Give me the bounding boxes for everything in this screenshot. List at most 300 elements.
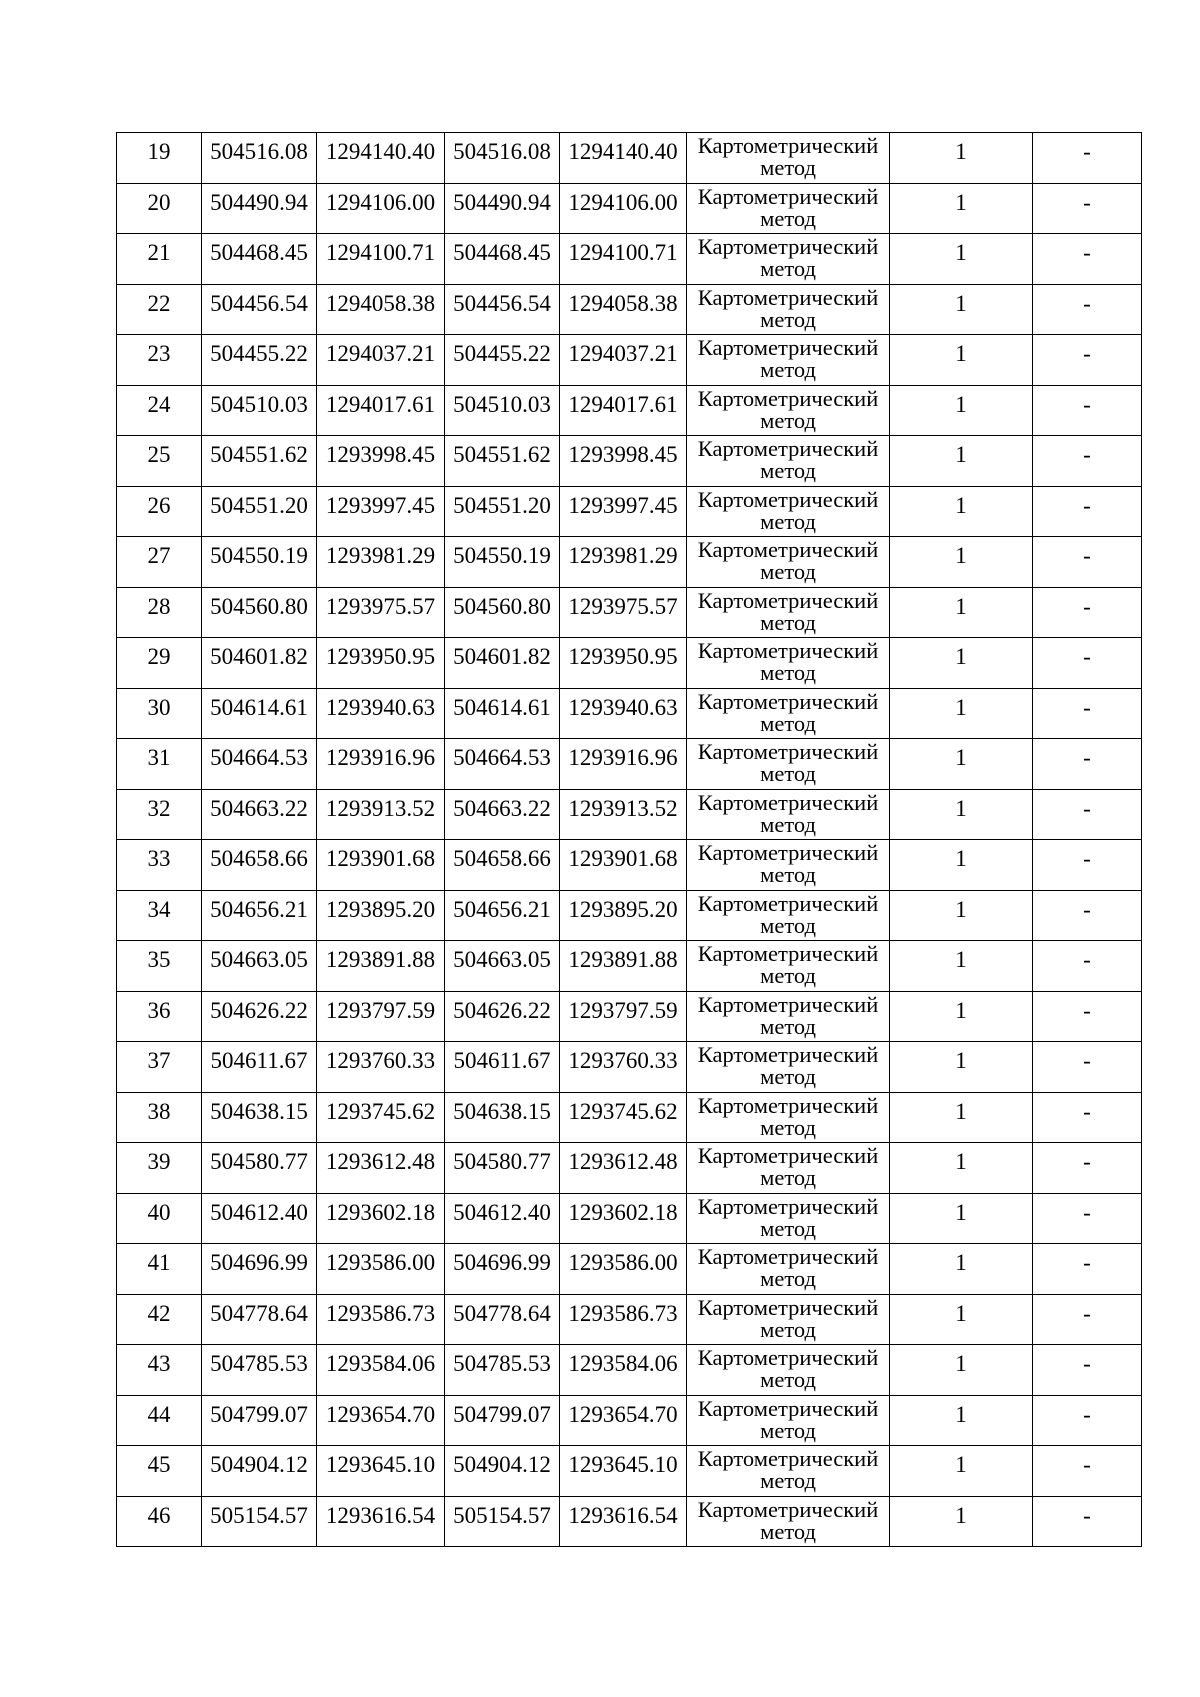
method-line-2: метод [760, 1417, 816, 1443]
y-refined-cell: 1293745.62 [560, 1092, 687, 1143]
point-number-cell: 42 [117, 1294, 202, 1345]
y-refined-cell: 1293586.73 [560, 1294, 687, 1345]
point-number-cell: 39 [117, 1143, 202, 1194]
x-existing-cell: 504516.08 [202, 133, 317, 184]
accuracy-cell: 1 [890, 1345, 1033, 1396]
method-cell [687, 1446, 890, 1497]
x-refined-cell: 504516.08 [445, 133, 560, 184]
method-cell [687, 1042, 890, 1093]
method-cell [687, 335, 890, 386]
method-line-2: метод [760, 407, 816, 433]
table-row [117, 133, 1142, 184]
method-line-2: метод [760, 256, 816, 281]
x-existing-cell: 504658.66 [202, 840, 317, 891]
description-cell: - [1033, 1143, 1142, 1194]
table-row [117, 1042, 1142, 1093]
y-refined-cell: 1293940.63 [560, 688, 687, 739]
method-line-2: метод [760, 1266, 816, 1291]
method-line-1: Картометрический [697, 385, 879, 411]
method-line-2: метод [760, 912, 816, 938]
method-line-1: Картометрический [697, 486, 879, 512]
x-existing-cell: 504580.77 [202, 1143, 317, 1194]
accuracy-cell: 1 [890, 436, 1033, 487]
method-cell [687, 789, 890, 840]
x-refined-cell: 504656.21 [445, 890, 560, 941]
table-row [117, 537, 1142, 588]
description-cell: - [1033, 941, 1142, 992]
point-number-cell: 32 [117, 789, 202, 840]
y-existing-cell: 1294058.38 [317, 284, 445, 335]
y-refined-cell: 1293997.45 [560, 486, 687, 537]
description-cell: - [1033, 1042, 1142, 1093]
method-cell [687, 739, 890, 790]
description-cell: - [1033, 1244, 1142, 1295]
method-line-1: Картометрический [697, 1193, 879, 1219]
y-refined-cell: 1294037.21 [560, 335, 687, 386]
method-line-1: Картометрический [697, 1042, 879, 1067]
point-number-cell: 34 [117, 890, 202, 941]
description-cell: - [1033, 1395, 1142, 1446]
method-cell [687, 587, 890, 638]
description-cell: - [1033, 537, 1142, 588]
y-refined-cell: 1293998.45 [560, 436, 687, 487]
description-cell: - [1033, 688, 1142, 739]
y-existing-cell: 1293895.20 [317, 890, 445, 941]
point-number-cell: 43 [117, 1345, 202, 1396]
y-existing-cell: 1293586.73 [317, 1294, 445, 1345]
x-existing-cell: 504778.64 [202, 1294, 317, 1345]
method-line-1: Картометрический [697, 183, 879, 209]
y-existing-cell: 1294140.40 [317, 133, 445, 184]
x-refined-cell: 504551.62 [445, 436, 560, 487]
x-refined-cell: 504778.64 [445, 1294, 560, 1345]
method-line-2: метод [760, 1518, 816, 1544]
table-row [117, 991, 1142, 1042]
y-refined-cell: 1293602.18 [560, 1193, 687, 1244]
description-cell: - [1033, 234, 1142, 285]
y-existing-cell: 1293602.18 [317, 1193, 445, 1244]
y-existing-cell: 1293584.06 [317, 1345, 445, 1396]
point-number-cell: 35 [117, 941, 202, 992]
description-cell: - [1033, 436, 1142, 487]
x-existing-cell: 504663.05 [202, 941, 317, 992]
y-refined-cell: 1293975.57 [560, 587, 687, 638]
method-line-2: метод [760, 1468, 816, 1493]
method-line-2: метод [760, 811, 816, 837]
y-refined-cell: 1293901.68 [560, 840, 687, 891]
method-line-2: метод [760, 508, 816, 534]
method-cell [687, 890, 890, 941]
y-existing-cell: 1293950.95 [317, 638, 445, 689]
method-cell [687, 1193, 890, 1244]
x-refined-cell: 504664.53 [445, 739, 560, 790]
description-cell: - [1033, 335, 1142, 386]
y-refined-cell: 1293950.95 [560, 638, 687, 689]
y-existing-cell: 1294037.21 [317, 335, 445, 386]
x-existing-cell: 504560.80 [202, 587, 317, 638]
y-existing-cell: 1293997.45 [317, 486, 445, 537]
accuracy-cell: 1 [890, 638, 1033, 689]
table-row [117, 688, 1142, 739]
description-cell: - [1033, 840, 1142, 891]
point-number-cell: 25 [117, 436, 202, 487]
x-existing-cell: 505154.57 [202, 1496, 317, 1547]
accuracy-cell: 1 [890, 284, 1033, 335]
x-existing-cell: 504455.22 [202, 335, 317, 386]
method-line-2: метод [760, 1165, 816, 1190]
x-refined-cell: 504580.77 [445, 1143, 560, 1194]
method-line-1: Картометрический [697, 1294, 879, 1320]
y-refined-cell: 1293913.52 [560, 789, 687, 840]
x-refined-cell: 504560.80 [445, 587, 560, 638]
x-existing-cell: 504456.54 [202, 284, 317, 335]
method-cell [687, 284, 890, 335]
point-number-cell: 33 [117, 840, 202, 891]
description-cell: - [1033, 739, 1142, 790]
y-existing-cell: 1293975.57 [317, 587, 445, 638]
table-row [117, 840, 1142, 891]
method-line-2: метод [760, 862, 816, 887]
method-line-1: Картометрический [697, 789, 879, 815]
accuracy-cell: 1 [890, 941, 1033, 992]
accuracy-cell: 1 [890, 1244, 1033, 1295]
x-refined-cell: 504455.22 [445, 335, 560, 386]
y-refined-cell: 1294140.40 [560, 133, 687, 184]
method-line-2: метод [760, 1064, 816, 1089]
x-refined-cell: 504658.66 [445, 840, 560, 891]
method-line-2: метод [760, 1215, 816, 1241]
y-existing-cell: 1294106.00 [317, 183, 445, 234]
point-number-cell: 37 [117, 1042, 202, 1093]
point-number-cell: 20 [117, 183, 202, 234]
x-existing-cell: 504664.53 [202, 739, 317, 790]
method-line-1: Картометрический [697, 1446, 879, 1471]
method-line-1: Картометрический [697, 436, 879, 461]
coordinates-table [116, 132, 1142, 1547]
accuracy-cell: 1 [890, 840, 1033, 891]
method-cell [687, 1294, 890, 1345]
table-row [117, 739, 1142, 790]
point-number-cell: 31 [117, 739, 202, 790]
y-refined-cell: 1293586.00 [560, 1244, 687, 1295]
x-existing-cell: 504468.45 [202, 234, 317, 285]
method-line-1: Картометрический [697, 1143, 879, 1168]
y-refined-cell: 1294106.00 [560, 183, 687, 234]
document-page [116, 132, 1140, 1547]
method-cell [687, 234, 890, 285]
y-existing-cell: 1294100.71 [317, 234, 445, 285]
table-row [117, 1496, 1142, 1547]
method-cell [687, 1244, 890, 1295]
point-number-cell: 46 [117, 1496, 202, 1547]
description-cell: - [1033, 1193, 1142, 1244]
method-line-1: Картометрический [697, 991, 879, 1017]
point-number-cell: 23 [117, 335, 202, 386]
x-existing-cell: 504612.40 [202, 1193, 317, 1244]
accuracy-cell: 1 [890, 234, 1033, 285]
table-row [117, 1345, 1142, 1396]
x-existing-cell: 504638.15 [202, 1092, 317, 1143]
point-number-cell: 27 [117, 537, 202, 588]
y-refined-cell: 1293584.06 [560, 1345, 687, 1396]
accuracy-cell: 1 [890, 1395, 1033, 1446]
method-cell [687, 991, 890, 1042]
point-number-cell: 21 [117, 234, 202, 285]
method-line-2: метод [760, 1114, 816, 1140]
x-refined-cell: 505154.57 [445, 1496, 560, 1547]
description-cell: - [1033, 1294, 1142, 1345]
description-cell: - [1033, 991, 1142, 1042]
y-existing-cell: 1293998.45 [317, 436, 445, 487]
accuracy-cell: 1 [890, 1193, 1033, 1244]
description-cell: - [1033, 1092, 1142, 1143]
method-line-2: метод [760, 1316, 816, 1342]
method-line-2: метод [760, 710, 816, 736]
y-existing-cell: 1293616.54 [317, 1496, 445, 1547]
table-row [117, 234, 1142, 285]
method-line-1: Картометрический [697, 688, 879, 714]
y-existing-cell: 1293586.00 [317, 1244, 445, 1295]
accuracy-cell: 1 [890, 1496, 1033, 1547]
table-row [117, 1244, 1142, 1295]
point-number-cell: 45 [117, 1446, 202, 1497]
method-line-1: Картометрический [697, 941, 879, 966]
y-existing-cell: 1293913.52 [317, 789, 445, 840]
method-line-1: Картометрический [697, 234, 879, 259]
method-line-2: метод [760, 1013, 816, 1039]
y-refined-cell: 1294100.71 [560, 234, 687, 285]
y-existing-cell: 1293891.88 [317, 941, 445, 992]
method-line-2: метод [760, 357, 816, 382]
x-existing-cell: 504626.22 [202, 991, 317, 1042]
point-number-cell: 36 [117, 991, 202, 1042]
table-row [117, 183, 1142, 234]
point-number-cell: 29 [117, 638, 202, 689]
accuracy-cell: 1 [890, 537, 1033, 588]
x-refined-cell: 504612.40 [445, 1193, 560, 1244]
x-refined-cell: 504614.61 [445, 688, 560, 739]
method-cell [687, 486, 890, 537]
table-row [117, 486, 1142, 537]
y-refined-cell: 1293916.96 [560, 739, 687, 790]
table-row [117, 1395, 1142, 1446]
accuracy-cell: 1 [890, 1446, 1033, 1497]
method-cell [687, 1496, 890, 1547]
method-cell [687, 385, 890, 436]
y-existing-cell: 1293940.63 [317, 688, 445, 739]
y-refined-cell: 1293612.48 [560, 1143, 687, 1194]
y-existing-cell: 1293760.33 [317, 1042, 445, 1093]
description-cell: - [1033, 1446, 1142, 1497]
y-refined-cell: 1293797.59 [560, 991, 687, 1042]
x-existing-cell: 504551.20 [202, 486, 317, 537]
method-line-1: Картометрический [697, 537, 879, 562]
y-existing-cell: 1293916.96 [317, 739, 445, 790]
x-existing-cell: 504656.21 [202, 890, 317, 941]
method-line-2: метод [760, 306, 816, 332]
table-row [117, 638, 1142, 689]
method-line-1: Картометрический [697, 1345, 879, 1370]
x-refined-cell: 504626.22 [445, 991, 560, 1042]
accuracy-cell: 1 [890, 183, 1033, 234]
y-existing-cell: 1294017.61 [317, 385, 445, 436]
description-cell: - [1033, 385, 1142, 436]
method-line-2: метод [760, 761, 816, 786]
description-cell: - [1033, 133, 1142, 184]
method-cell [687, 183, 890, 234]
y-refined-cell: 1293981.29 [560, 537, 687, 588]
y-refined-cell: 1293645.10 [560, 1446, 687, 1497]
point-number-cell: 26 [117, 486, 202, 537]
x-existing-cell: 504696.99 [202, 1244, 317, 1295]
accuracy-cell: 1 [890, 335, 1033, 386]
table-row [117, 1446, 1142, 1497]
method-cell [687, 537, 890, 588]
table-row [117, 436, 1142, 487]
accuracy-cell: 1 [890, 1143, 1033, 1194]
table-row [117, 1143, 1142, 1194]
method-cell [687, 1092, 890, 1143]
table-row [117, 890, 1142, 941]
accuracy-cell: 1 [890, 890, 1033, 941]
x-existing-cell: 504551.62 [202, 436, 317, 487]
method-cell [687, 638, 890, 689]
table-row [117, 789, 1142, 840]
accuracy-cell: 1 [890, 991, 1033, 1042]
method-cell [687, 1143, 890, 1194]
accuracy-cell: 1 [890, 1092, 1033, 1143]
x-existing-cell: 504601.82 [202, 638, 317, 689]
description-cell: - [1033, 1345, 1142, 1396]
x-existing-cell: 504904.12 [202, 1446, 317, 1497]
description-cell: - [1033, 890, 1142, 941]
method-line-2: метод [760, 458, 816, 483]
method-line-2: метод [760, 660, 816, 685]
x-existing-cell: 504510.03 [202, 385, 317, 436]
y-refined-cell: 1293895.20 [560, 890, 687, 941]
y-existing-cell: 1293901.68 [317, 840, 445, 891]
table-row [117, 587, 1142, 638]
accuracy-cell: 1 [890, 739, 1033, 790]
table-row [117, 335, 1142, 386]
accuracy-cell: 1 [890, 133, 1033, 184]
method-line-1: Картометрический [697, 335, 879, 360]
x-refined-cell: 504696.99 [445, 1244, 560, 1295]
x-refined-cell: 504550.19 [445, 537, 560, 588]
method-cell [687, 941, 890, 992]
method-cell [687, 1395, 890, 1446]
point-number-cell: 41 [117, 1244, 202, 1295]
description-cell: - [1033, 789, 1142, 840]
point-number-cell: 28 [117, 587, 202, 638]
point-number-cell: 38 [117, 1092, 202, 1143]
y-existing-cell: 1293654.70 [317, 1395, 445, 1446]
table-row [117, 1092, 1142, 1143]
x-refined-cell: 504510.03 [445, 385, 560, 436]
method-line-2: метод [760, 1367, 816, 1392]
method-line-1: Картометрический [697, 1395, 879, 1421]
point-number-cell: 19 [117, 133, 202, 184]
point-number-cell: 24 [117, 385, 202, 436]
x-refined-cell: 504456.54 [445, 284, 560, 335]
x-existing-cell: 504663.22 [202, 789, 317, 840]
y-refined-cell: 1293760.33 [560, 1042, 687, 1093]
method-line-2: метод [760, 205, 816, 231]
table-body [117, 133, 1142, 1547]
method-line-1: Картометрический [697, 284, 879, 310]
x-existing-cell: 504799.07 [202, 1395, 317, 1446]
method-line-1: Картометрический [697, 1244, 879, 1269]
method-line-1: Картометрический [697, 890, 879, 916]
accuracy-cell: 1 [890, 385, 1033, 436]
method-line-2: метод [760, 559, 816, 584]
y-refined-cell: 1294058.38 [560, 284, 687, 335]
y-existing-cell: 1293745.62 [317, 1092, 445, 1143]
x-refined-cell: 504663.05 [445, 941, 560, 992]
description-cell: - [1033, 486, 1142, 537]
description-cell: - [1033, 284, 1142, 335]
x-refined-cell: 504799.07 [445, 1395, 560, 1446]
x-refined-cell: 504611.67 [445, 1042, 560, 1093]
method-cell [687, 133, 890, 184]
y-refined-cell: 1294017.61 [560, 385, 687, 436]
point-number-cell: 30 [117, 688, 202, 739]
x-existing-cell: 504785.53 [202, 1345, 317, 1396]
description-cell: - [1033, 1496, 1142, 1547]
table-row [117, 1193, 1142, 1244]
point-number-cell: 22 [117, 284, 202, 335]
x-existing-cell: 504614.61 [202, 688, 317, 739]
x-refined-cell: 504490.94 [445, 183, 560, 234]
point-number-cell: 44 [117, 1395, 202, 1446]
method-cell [687, 436, 890, 487]
y-existing-cell: 1293645.10 [317, 1446, 445, 1497]
x-existing-cell: 504490.94 [202, 183, 317, 234]
x-refined-cell: 504638.15 [445, 1092, 560, 1143]
x-refined-cell: 504601.82 [445, 638, 560, 689]
method-line-1: Картометрический [697, 587, 879, 613]
accuracy-cell: 1 [890, 688, 1033, 739]
method-line-1: Картометрический [697, 739, 879, 764]
y-refined-cell: 1293616.54 [560, 1496, 687, 1547]
x-refined-cell: 504663.22 [445, 789, 560, 840]
table-row [117, 941, 1142, 992]
method-cell [687, 688, 890, 739]
method-line-2: метод [760, 155, 816, 180]
description-cell: - [1033, 587, 1142, 638]
point-number-cell: 40 [117, 1193, 202, 1244]
method-line-1: Картометрический [697, 840, 879, 865]
x-existing-cell: 504611.67 [202, 1042, 317, 1093]
accuracy-cell: 1 [890, 1294, 1033, 1345]
accuracy-cell: 1 [890, 486, 1033, 537]
method-line-1: Картометрический [697, 1092, 879, 1118]
x-refined-cell: 504468.45 [445, 234, 560, 285]
x-existing-cell: 504550.19 [202, 537, 317, 588]
x-refined-cell: 504551.20 [445, 486, 560, 537]
x-refined-cell: 504785.53 [445, 1345, 560, 1396]
method-line-1: Картометрический [697, 638, 879, 663]
table-row [117, 1294, 1142, 1345]
description-cell: - [1033, 638, 1142, 689]
description-cell: - [1033, 183, 1142, 234]
accuracy-cell: 1 [890, 587, 1033, 638]
method-line-1: Картометрический [697, 1496, 879, 1522]
y-existing-cell: 1293797.59 [317, 991, 445, 1042]
y-refined-cell: 1293891.88 [560, 941, 687, 992]
table-row [117, 284, 1142, 335]
method-cell [687, 840, 890, 891]
